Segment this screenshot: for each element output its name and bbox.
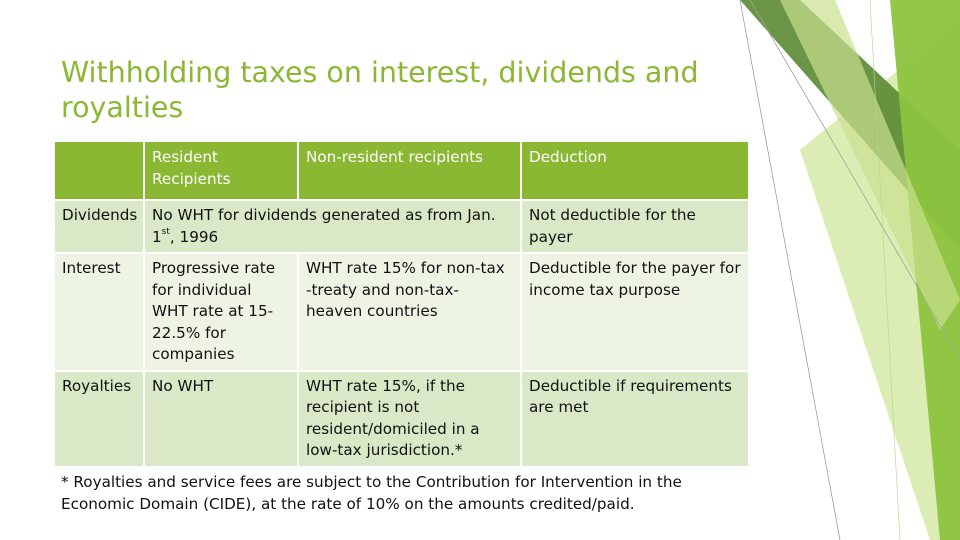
dividends-wht-text-end: , 1996 (169, 227, 219, 246)
header-non-resident-recipients: Non-resident recipients (298, 141, 521, 200)
dividends-deduction: Not deductible for the payer (521, 200, 749, 253)
table-row-dividends (54, 200, 749, 253)
decorative-green-shapes (740, 0, 960, 540)
interest-deduction: Deductible for the payer for income tax purpose (521, 253, 749, 371)
interest-non-resident: WHT rate 15% for non-tax -treaty and non-tax-heaven countries (298, 253, 521, 371)
royalties-resident: No WHT (144, 371, 298, 467)
royalties-non-resident: WHT rate 15%, if the recipient is not resident/domiciled in a low-tax jurisdiction.* (298, 371, 521, 467)
header-corner-cell (54, 141, 144, 200)
dividends-wht-superscript: st (161, 227, 170, 238)
header-resident-recipients: Resident Recipients (144, 141, 298, 200)
royalties-deduction: Deductible if requirements are met (521, 371, 749, 467)
table-row-royalties (54, 371, 749, 467)
withholding-tax-table (53, 140, 750, 468)
row-label-dividends: Dividends (54, 200, 144, 253)
table-row-interest (54, 253, 749, 371)
header-deduction: Deduction (521, 141, 749, 200)
slide-title: Withholding taxes on interest, dividends and royalties (61, 56, 699, 124)
dividends-wht-text: No WHT for dividends generated as from Jan. 1 (152, 206, 496, 246)
dividends-wht-merged-cell (144, 200, 521, 253)
row-label-royalties: Royalties (54, 371, 144, 467)
row-label-interest: Interest (54, 253, 144, 371)
interest-resident: Progressive rate for individual WHT rate at 15-22.5% for companies (144, 253, 298, 371)
footnote: * Royalties and service fees are subject to the Contribution for Intervention in the Economic Domain (CIDE), at the rate of 10% on the amounts credited/paid. (61, 473, 682, 513)
table-header-row (54, 141, 749, 200)
